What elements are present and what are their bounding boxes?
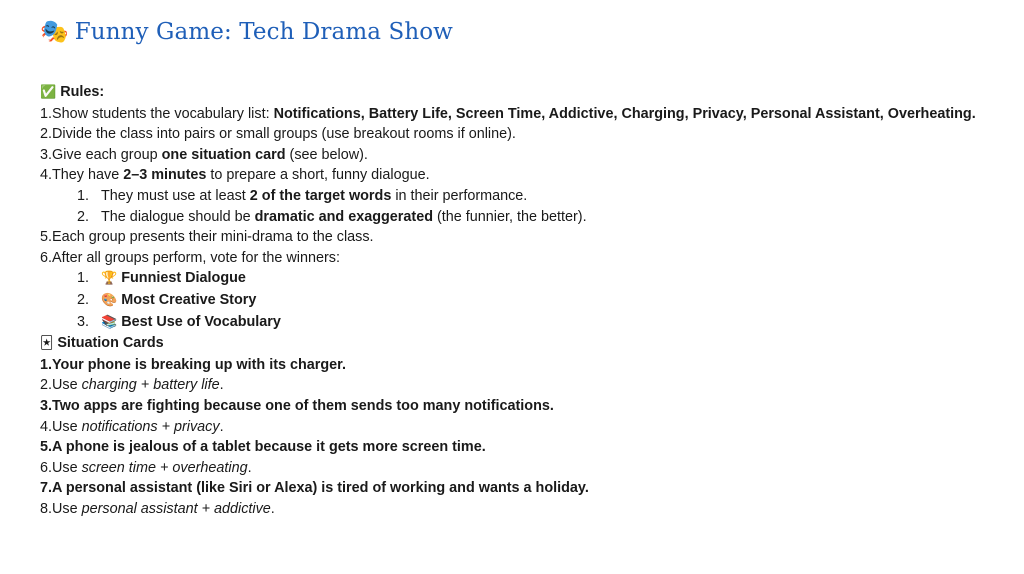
- card-2: [40, 375, 1000, 396]
- card-8-suffix: .: [270, 500, 275, 517]
- rules-heading-text: Rules:: [60, 84, 105, 100]
- card-4-prefix: 4.Use: [40, 418, 82, 435]
- card-6: [40, 458, 1000, 479]
- theater-masks-icon: 🎭: [40, 19, 69, 45]
- award-label: Best Use of Vocabulary: [121, 313, 281, 330]
- rule-3: [40, 145, 1000, 166]
- rule-3-suffix: (see below).: [285, 146, 368, 163]
- card-3-text: 3.Two apps are fighting because one of them sends too many notifications.: [40, 397, 554, 414]
- rules-heading: [40, 82, 1000, 104]
- card-5-text: 5.A phone is jealous of a tablet because it gets more screen time.: [40, 439, 486, 456]
- sub-item-number: 2.: [77, 208, 90, 225]
- award-label: Most Creative Story: [121, 291, 257, 308]
- rule-6: 6.After all groups perform, vote for the winners:: [40, 249, 340, 266]
- rule-4-sub-1-suffix: in their performance.: [391, 187, 528, 204]
- award-1: [40, 268, 1000, 290]
- page-title-text: Funny Game: Tech Drama Show: [74, 19, 453, 45]
- card-7: [40, 478, 1000, 499]
- award-2: [40, 290, 1000, 312]
- content-body: [40, 82, 1000, 519]
- rule-1: [40, 104, 1000, 125]
- card-4: [40, 417, 1000, 438]
- card-4-suffix: .: [219, 418, 224, 435]
- card-4-words: notifications + privacy: [81, 418, 220, 435]
- rule-2: 2.Divide the class into pairs or small groups (use breakout rooms if online).: [40, 126, 516, 143]
- award-number: 3.: [77, 313, 90, 330]
- card-icon: 🃏: [40, 336, 54, 352]
- card-6-prefix: 6.Use: [40, 459, 82, 476]
- cards-heading: [40, 333, 1000, 355]
- award-3: [40, 312, 1000, 334]
- palette-icon: 🎨: [101, 292, 118, 308]
- card-2-suffix: .: [219, 377, 224, 394]
- card-2-prefix: 2.Use: [40, 377, 82, 394]
- rule-4: [40, 165, 1000, 186]
- card-8: [40, 499, 1000, 520]
- rule-5: 5.Each group presents their mini-drama to the class.: [40, 229, 374, 246]
- card-6-suffix: .: [247, 459, 252, 476]
- rule-4-sub-1-prefix: They must use at least: [101, 187, 250, 204]
- rule-3-bold: one situation card: [161, 146, 286, 163]
- rule-4-suffix: to prepare a short, funny dialogue.: [206, 167, 430, 184]
- card-8-words: personal assistant + addictive: [81, 500, 271, 517]
- card-1: [40, 355, 1000, 376]
- card-1-text: 1.Your phone is breaking up with its charger.: [40, 356, 346, 373]
- page-title: [40, 18, 453, 45]
- rule-4-sub-1: [40, 186, 1000, 207]
- books-icon: 📚: [101, 314, 118, 330]
- card-7-text: 7.A personal assistant (like Siri or Alexa) is tired of working and wants a holiday.: [40, 480, 589, 497]
- sub-item-number: 1.: [77, 187, 90, 204]
- rule-4-sub-2-prefix: The dialogue should be: [101, 208, 255, 225]
- award-number: 2.: [77, 291, 90, 308]
- rule-4-sub-2: [40, 207, 1000, 228]
- rule-4-sub-2-suffix: (the funnier, the better).: [433, 208, 587, 225]
- card-2-words: charging + battery life: [81, 377, 220, 394]
- rule-1-vocabulary: Notifications, Battery Life, Screen Time, Addictive, Charging, Privacy, Personal Assistant, Overheating.: [273, 105, 976, 122]
- card-3: [40, 396, 1000, 417]
- rule-4-bold: 2–3 minutes: [123, 167, 207, 184]
- card-6-words: screen time + overheating: [81, 459, 248, 476]
- rule-4-sub-2-bold: dramatic and exaggerated: [254, 208, 433, 225]
- award-label: Funniest Dialogue: [121, 270, 246, 287]
- rule-1-text: 1.Show students the vocabulary list:: [40, 105, 274, 122]
- rule-4-prefix: 4.They have: [40, 167, 124, 184]
- rule-4-sub-1-bold: 2 of the target words: [249, 187, 392, 204]
- rule-3-prefix: 3.Give each group: [40, 146, 162, 163]
- card-5: [40, 437, 1000, 458]
- check-mark-icon: ✅: [40, 85, 57, 100]
- card-8-prefix: 8.Use: [40, 500, 82, 517]
- trophy-icon: 🏆: [101, 271, 118, 287]
- award-number: 1.: [77, 270, 90, 287]
- cards-heading-text: Situation Cards: [57, 335, 164, 352]
